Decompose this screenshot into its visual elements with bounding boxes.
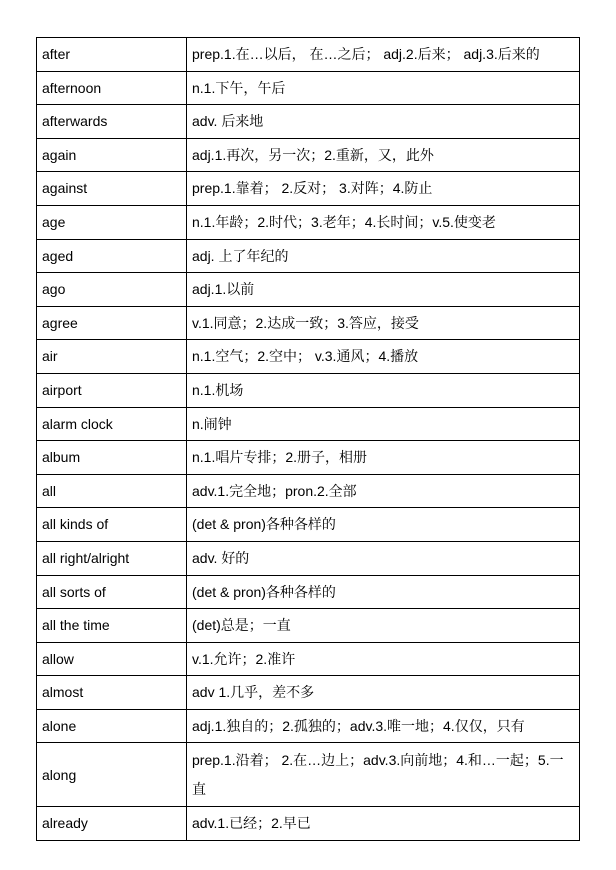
table-row [37, 407, 580, 441]
word-cell: after [37, 38, 187, 72]
word-cell: air [37, 340, 187, 374]
meaning-cell: adj. 上了年纪的 [187, 239, 580, 273]
table-row [37, 38, 580, 72]
word-cell: all [37, 474, 187, 508]
table-row [37, 273, 580, 307]
word-cell: already [37, 807, 187, 841]
word-cell: all kinds of [37, 508, 187, 542]
word-cell: airport [37, 373, 187, 407]
word-cell: alone [37, 709, 187, 743]
word-cell: all sorts of [37, 575, 187, 609]
meaning-cell: v.1.允许；2.准许 [187, 642, 580, 676]
meaning-cell: (det & pron)各种各样的 [187, 575, 580, 609]
meaning-cell: prep.1.靠着； 2.反对； 3.对阵；4.防止 [187, 172, 580, 206]
meaning-cell: (det)总是；一直 [187, 609, 580, 643]
table-row [37, 474, 580, 508]
table-row [37, 609, 580, 643]
meaning-cell: n.1.唱片专排；2.册子，相册 [187, 441, 580, 475]
word-cell: ago [37, 273, 187, 307]
table-row [37, 575, 580, 609]
vocabulary-table [36, 37, 580, 841]
meaning-cell: n.1.下午，午后 [187, 71, 580, 105]
meaning-cell: n.闹钟 [187, 407, 580, 441]
table-row [37, 239, 580, 273]
meaning-cell: v.1.同意；2.达成一致；3.答应，接受 [187, 306, 580, 340]
table-row [37, 373, 580, 407]
word-cell: age [37, 205, 187, 239]
meaning-cell: adv.1.已经；2.早已 [187, 807, 580, 841]
word-cell: alarm clock [37, 407, 187, 441]
word-cell: afternoon [37, 71, 187, 105]
word-cell: all the time [37, 609, 187, 643]
table-row [37, 138, 580, 172]
meaning-cell: (det & pron)各种各样的 [187, 508, 580, 542]
word-cell: all right/alright [37, 541, 187, 575]
table-row [37, 743, 580, 807]
table-row [37, 105, 580, 139]
word-cell: agree [37, 306, 187, 340]
table-row [37, 172, 580, 206]
table-row [37, 205, 580, 239]
word-cell: again [37, 138, 187, 172]
meaning-cell: adv. 后来地 [187, 105, 580, 139]
vocabulary-sheet [36, 37, 579, 841]
word-cell: against [37, 172, 187, 206]
meaning-cell: adv. 好的 [187, 541, 580, 575]
word-cell: along [37, 743, 187, 807]
meaning-cell: adv.1.完全地；pron.2.全部 [187, 474, 580, 508]
word-cell: almost [37, 676, 187, 710]
meaning-cell: prep.1.沿着； 2.在…边上；adv.3.向前地；4.和…一起；5.一直 [187, 743, 580, 807]
meaning-cell: n.1.空气；2.空中； v.3.通风；4.播放 [187, 340, 580, 374]
table-row [37, 441, 580, 475]
table-row [37, 306, 580, 340]
meaning-cell: adj.1.再次，另一次；2.重新，又，此外 [187, 138, 580, 172]
word-cell: afterwards [37, 105, 187, 139]
table-row [37, 642, 580, 676]
word-cell: aged [37, 239, 187, 273]
table-row [37, 541, 580, 575]
table-row [37, 71, 580, 105]
table-row [37, 508, 580, 542]
meaning-cell: n.1.机场 [187, 373, 580, 407]
meaning-cell: adj.1.以前 [187, 273, 580, 307]
meaning-cell: prep.1.在…以后， 在…之后； adj.2.后来； adj.3.后来的 [187, 38, 580, 72]
meaning-cell: n.1.年龄；2.时代；3.老年；4.长时间；v.5.使变老 [187, 205, 580, 239]
table-row [37, 676, 580, 710]
word-cell: album [37, 441, 187, 475]
table-row [37, 807, 580, 841]
meaning-cell: adj.1.独自的；2.孤独的；adv.3.唯一地；4.仅仅，只有 [187, 709, 580, 743]
meaning-cell: adv 1.几乎，差不多 [187, 676, 580, 710]
word-cell: allow [37, 642, 187, 676]
table-row [37, 709, 580, 743]
table-row [37, 340, 580, 374]
